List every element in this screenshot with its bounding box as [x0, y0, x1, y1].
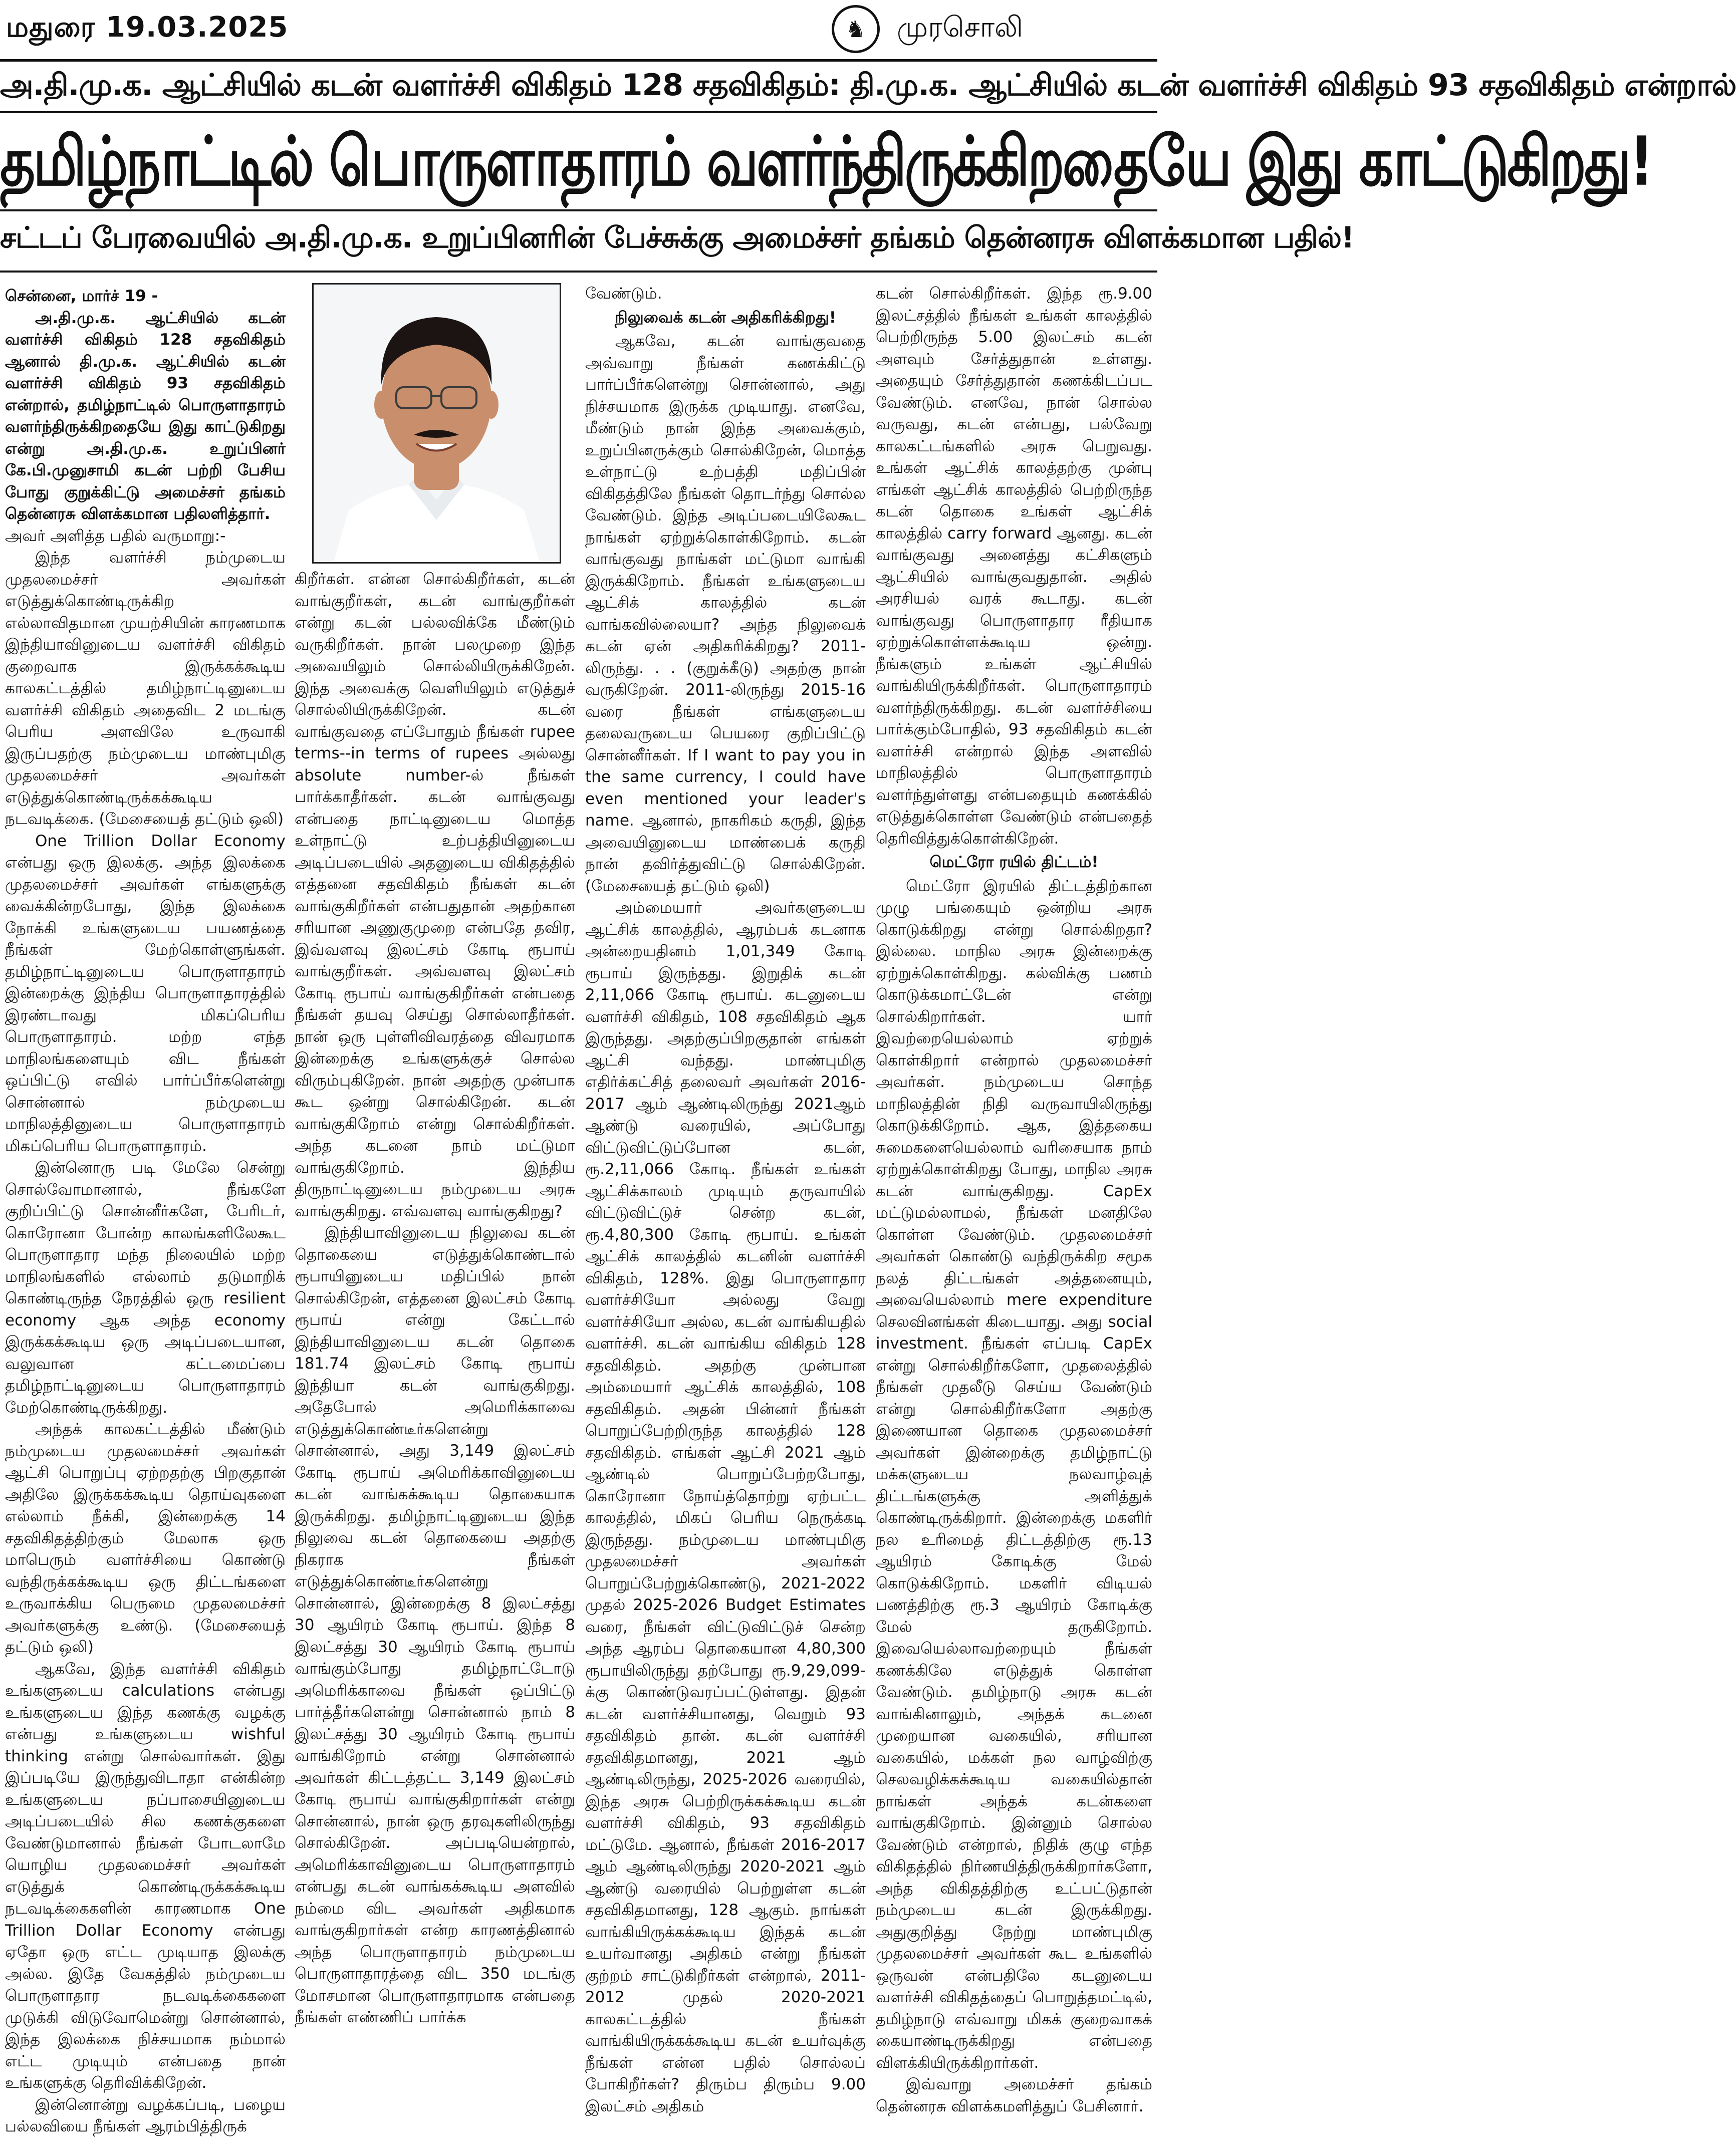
column-paragraph: One Trillion Dollar Economy என்பது ஒரு இலக்கு. அந்த இலக்கை முதலமைச்சர் அவர்கள் எங்களுக்கு வைக்கின்றபோது, இந்த இலக்கை நோக்கி உங்களுடைய பயணத்தை நீங்கள் மேற்கொள்ளுங்கள். தமிழ்நாட்டினுடைய பொருளாதாரம் இன்றைக்கு இந்திய பொருளாதாரத்தில் இரண்டாவது மிகப்பெரிய பொருளாதாரம். மற்ற எந்த மாநிலங்களையும் விட நீங்கள் ஒப்பிட்டு எவில் பார்ப்பீர்களென்று சொன்னால் நம்முடைய மாநிலத்தினுடைய பொருளாதாரம் மிகப்பெரிய பொருளாதாரம்.	[5, 832, 286, 1155]
section-subheading: மெட்ரோ ரயில் திட்டம்!	[929, 853, 1099, 871]
column-paragraph: இந்தியாவினுடைய நிலுவை கடன் தொகையை எடுத்துக்கொண்டால் ரூபாயினுடைய மதிப்பில் நான் சொல்கிறேன், எத்தனை இலட்சம் கோடி ரூபாய் என்று கேட்டால் இந்தியாவினுடைய கடன் தொகை 181.74 இலட்சம் கோடி ரூபாய் இந்தியா கடன் வாங்குகிறது. அதேபோல் அமெரிக்காவை எடுத்துக்கொண்டீர்களென்று சொன்னால், அது 3,149 இலட்சம் கோடி ரூபாய் அமெரிக்காவினுடைய கடன் வாங்கக்கூடிய தொகையாக இருக்கிறது. தமிழ்நாட்டினுடைய இந்த நிலுவை கடன் தொகையை அதற்கு நிகராக நீங்கள் எடுத்துக்கொண்டீர்களென்று சொன்னால், இன்றைக்கு 8 இலட்சத்து 30 ஆயிரம் கோடி ரூபாய். இந்த 8 இலட்சத்து 30 ஆயிரம் கோடி ரூபாய் வாங்கும்போது தமிழ்நாட்டோடு அமெரிக்காவை நீங்கள் ஒப்பிட்டு பார்த்தீர்களென்று சொன்னால் நாம் 8 இலட்சத்து 30 ஆயிரம் கோடி ரூபாய் வாங்கிறோம் என்று சொன்னால் அவர்கள் கிட்டத்தட்ட 3,149 இலட்சம் கோடி ரூபாய் வாங்குகிறார்கள் என்று சொன்னால், நான் ஒரு தரவுகளிலிருந்து சொல்கிறேன். அப்படியென்றால், அமெரிக்காவினுடைய பொருளாதாரம் என்பது கடன் வாங்கக்கூடிய அளவில் நம்மை விட அவர்கள் அதிகமாக வாங்குகிறார்கள் என்ற காரணத்தினால் அந்த பொருளாதாரம் நம்முடைய பொருளாதாரத்தை விட 350 மடங்கு மோசமான பொருளாதாரமாக என்பதை நீங்கள் எண்ணிப் பார்க்க	[295, 1224, 575, 2026]
column-paragraph: இன்னொரு படி மேலே சென்று சொல்வோமானால், நீங்களே குறிப்பிட்டு சொன்னீர்களே, பேரிடர், கொரோனா போன்ற காலங்களிலேகூட பொருளாதார மந்த நிலையில் மற்ற மாநிலங்களில் எல்லாம் தடுமாறிக் கொண்டிருந்த நேரத்தில் ஒரு resilient economy ஆக அந்த economy இருக்கக்கூடிய ஒரு அடிப்படையான, வலுவான கட்டமைப்பை தமிழ்நாட்டினுடைய பொருளாதாரம் மேற்கொண்டிருக்கிறது.	[5, 1159, 286, 1417]
article-headline: தமிழ்நாட்டில் பொருளாதாரம் வளர்ந்திருக்கிறதையே இது காட்டுகிறது!	[0, 123, 1652, 201]
column-paragraph: இன்னொன்று வழக்கப்படி, பழைய பல்லவியை நீங்கள் ஆரம்பித்திருக்	[5, 2095, 286, 2135]
column-paragraph: வேண்டும்.	[585, 285, 662, 303]
lion-emblem-icon: ♞	[832, 5, 880, 53]
article-subhead: சட்டப் பேரவையில் அ.தி.மு.க. உறுப்பினரின் பேச்சுக்கு அமைச்சர் தங்கம் தென்னரசு விளக்கமான பதில்!	[0, 220, 1354, 254]
minister-portrait	[314, 285, 560, 562]
article-dateline: சென்னை, மார்ச் 19 -	[5, 287, 158, 305]
column-paragraph: கடன் சொல்கிறீர்கள். இந்த ரூ.9.00 இலட்சத்தில் நீங்கள் உங்கள் காலத்தில் பெற்றிருந்த 5.00 இலட்சம் கடன் அளவும் சேர்த்துதான் உள்ளது. அதையும் சேர்த்துதான் கணக்கிடப்பட வேண்டும். எனவே, நான் சொல்ல வருவது, கடன் என்பது, பல்வேறு காலகட்டங்களில் அரசு பெறுவது. உங்கள் ஆட்சிக் காலத்தற்கு முன்பு எங்கள் ஆட்சிக் காலத்தில் பெற்றிருந்த கடன் தொகை உங்கள் ஆட்சிக் காலத்தில் carry forward ஆனது. கடன் வாங்குவது அனைத்து கட்சிகளும் ஆட்சியில் வாங்குவதுதான். அதில் அரசியல் வரக் கூடாது. கடன் வாங்குவது பொருளாதார ரீதியாக ஏற்றுக்கொள்ளக்கூடிய ஒன்று. நீங்களும் உங்கள் ஆட்சியில் வாங்கியிருக்கிறீர்கள். பொருளாதாரம் வளர்ந்திருக்கிறது. கடன் வளர்ச்சியை பார்க்கும்போதில், 93 சதவிகிதம் கடன் வளர்ச்சி என்றால் இந்த அளவில் மாநிலத்தில் பொருளாதாரம் வளர்ந்துள்ளது என்பதையும் கணக்கில் எடுத்துக்கொள்ள வேண்டும் என்பதைத் தெரிவித்துக்கொள்கிறேன்.	[876, 285, 1152, 848]
article-column-2	[295, 569, 575, 2026]
column-paragraph: அம்மையார் அவர்களுடைய ஆட்சிக் காலத்தில், ஆரம்பக் கடனாக அன்றையதினம் 1,01,349 கோடி ரூபாய் இருந்தது. இறுதிக் கடன் 2,11,066 கோடி ரூபாய். கடனுடைய வளர்ச்சி விகிதம், 108 சதவிகிதம் ஆக இருந்தது. அதற்குப்பிறகுதான் எங்கள் ஆட்சி வந்தது. மாண்புமிகு எதிர்க்கட்சித் தலைவர் அவர்கள் 2016-2017 ஆம் ஆண்டிலிருந்து 2021ஆம் ஆண்டு வரையில், அப்போது விட்டுவிட்டுப்போன கடன், ரூ.2,11,066 கோடி. நீங்கள் உங்கள் ஆட்சிக்காலம் முடியும் தருவாயில் விட்டுவிட்டுச் சென்ற கடன், ரூ.4,80,300 கோடி ரூபாய். உங்கள் ஆட்சிக் காலத்தில் கடனின் வளர்ச்சி விகிதம், 128%. இது பொருளாதார வளர்ச்சியோ அல்லது வேறு வளர்ச்சியோ அல்ல, கடன் வாங்கியதில் வளர்ச்சி. கடன் வாங்கிய விகிதம் 128 சதவிகிதம். அதற்கு முன்பான அம்மையார் ஆட்சிக் காலத்தில், 108 சதவிகிதம். அதன் பின்னர் நீங்கள் பொறுப்பேற்றிருந்த காலத்தில் 128 சதவிகிதம். எங்கள் ஆட்சி 2021 ஆம் ஆண்டில் பொறுப்பேற்றபோது, கொரோனா நோய்த்தொற்று ஏற்பட்ட காலத்தில், மிகப் பெரிய நெருக்கடி இருந்தது. நம்முடைய மாண்புமிகு முதலமைச்சர் அவர்கள் பொறுப்பேற்றுக்கொண்டு, 2021-2022 முதல் 2025-2026 Budget Estimates வரை, நீங்கள் விட்டுவிட்டுச் சென்ற அந்த ஆரம்ப தொகையான 4,80,300 ரூபாயிலிருந்து தற்போது ரூ.9,29,099-க்கு கொண்டுவரப்பட்டுள்ளது. இதன் கடன் வளர்ச்சியானது, வெறும் 93 சதவிகிதம் தான். கடன் வளர்ச்சி சதவிகிதமானது, 2021 ஆம் ஆண்டிலிருந்து, 2025-2026 வரையில், இந்த அரசு பெற்றிருக்கக்கூடிய கடன் வளர்ச்சி விகிதம், 93 சதவிகிதம் மட்டுமே. ஆனால், நீங்கள் 2016-2017 ஆம் ஆண்டிலிருந்து 2020-2021 ஆம் ஆண்டு வரையில் பெற்றுள்ள கடன் சதவிகிதமானது, 128 ஆகும். நாங்கள் வாங்கியிருக்கக்கூடிய இந்தக் கடன் உயர்வானது அதிகம் என்று நீங்கள் குற்றம் சாட்டுகிறீர்கள் என்றால், 2011-2012 முதல் 2020-2021 காலகட்டத்தில் நீங்கள் வாங்கியிருக்கக்கூடிய கடன் உயர்வுக்கு நீங்கள் என்ன பதில் சொல்லப் போகிறீர்கள்? திரும்ப திரும்ப 9.00 இலட்சம் அதிகம்	[585, 899, 866, 2115]
article-kicker: அ.தி.மு.க. ஆட்சியில் கடன் வளர்ச்சி விகிதம் 128 சதவிகிதம்: தி.மு.க. ஆட்சியில் கடன் வளர்ச்சி விகிதம் 93 சதவிகிதம் என்றால்	[0, 68, 1736, 103]
column-paragraph: அந்தக் காலகட்டத்தில் மீண்டும் நம்முடைய முதலமைச்சர் அவர்கள் ஆட்சி பொறுப்பு ஏற்றதற்கு பிறகுதான் அதிலே இருக்கக்கூடிய தொய்வுகளை எல்லாம் நீக்கி, இன்றைக்கு 14 சதவிகிதத்திற்கும் மேலாக ஒரு மாபெரும் வளர்ச்சியை கொண்டு வந்திருக்கக்கூடிய ஒரு திட்டங்களை உருவாக்கிய பெருமை முதலமைச்சர் அவர்களுக்கு உண்டு. (மேசையைத் தட்டும் ஒலி)	[5, 1420, 286, 1656]
column-paragraph: இவ்வாறு அமைச்சர் தங்கம் தென்னரசு விளக்கமளித்துப் பேசினார்.	[876, 2075, 1152, 2115]
masthead-rule	[0, 59, 1157, 62]
column-paragraph: இந்த வளர்ச்சி நம்முடைய முதலமைச்சர் அவர்கள் எடுத்துக்கொண்டிருக்கிற எல்லாவிதமான முயற்சியின் காரணமாக இந்தியாவினுடைய வளர்ச்சி விகிதம் குறைவாக இருக்கக்கூடிய காலகட்டத்தில் தமிழ்நாட்டினுடைய வளர்ச்சி விகிதம் அதைவிட 2 மடங்கு பெரிய அளவிலே உருவாகி இருப்பதற்கு நம்முடைய மாண்புமிகு முதலமைச்சர் அவர்கள் எடுத்துக்கொண்டிருக்கக்கூடிய நடவடிக்கை. (மேசையைத் தட்டும் ஒலி)	[5, 549, 286, 828]
section-subheading: நிலுவைக் கடன் அதிகரிக்கிறது!	[615, 308, 836, 327]
masthead	[0, 0, 1157, 59]
article-lead: அ.தி.மு.க. ஆட்சியில் கடன் வளர்ச்சி விகிதம் 128 சதவிகிதம் ஆனால் தி.மு.க. ஆட்சியில் கடன் வளர்ச்சி விகிதம் 93 சதவிகிதம் என்றால், தமிழ்நாட்டில் பொருளாதாரம் வளர்ந்திருக்கிறதையே இது காட்டுகிறது என்று அ.தி.மு.க. உறுப்பினர் கே.பி.முனுசாமி கடன் பற்றி பேசிய போது குறுக்கிட்டு அமைச்சர் தங்கம் தென்னரசு விளக்கமான பதிலளித்தார்.	[5, 309, 286, 523]
column-paragraph: அவர் அளித்த பதில் வருமாறு:-	[5, 526, 226, 545]
kicker-rule	[0, 111, 1157, 113]
subhead-rule	[0, 271, 1157, 273]
column-paragraph: ஆகவே, இந்த வளர்ச்சி விகிதம் உங்களுடைய calculations என்பது உங்களுடைய இந்த கணக்கு வழக்கு என்பது உங்களுடைய wishful thinking என்று சொல்வார்கள். இது இப்படியே இருந்துவிடாதா என்கின்ற உங்களுடைய நப்பாசையினுடைய அடிப்படையில் சில கணக்குகளை வேண்டுமானால் நீங்கள் போடலாமே யொழிய முதலமைச்சர் அவர்கள் எடுத்துக் கொண்டிருக்கக்கூடிய நடவடிக்கைகளின் காரணமாக One Trillion Dollar Economy என்பது ஏதோ ஒரு எட்ட முடியாத இலக்கு அல்ல. இதே வேகத்தில் நம்முடைய பொருளாதார நடவடிக்கைகளை முடுக்கி விடுவோமென்று சொன்னால், இந்த இலக்கை நிச்சயமாக நம்மால் எட்ட முடியும் என்பதை நான் உங்களுக்கு தெரிவிக்கிறேன்.	[5, 1660, 286, 2092]
column-paragraph: கிறீர்கள். என்ன சொல்கிறீர்கள், கடன் வாங்குறீர்கள், கடன் வாங்குறீர்கள் என்று கடன் பல்லவிக்கே மீண்டும் வருகிறீர்கள். நான் பலமுறை இந்த அவையிலும் சொல்லியிருக்கிறேன். இந்த அவைக்கு வெளியிலும் எடுத்துச் சொல்லியிருக்கிறேன். கடன் வாங்குவதை எப்போதும் நீங்கள் rupee terms--in terms of rupees அல்லது absolute number-ல் நீங்கள் பார்க்காதீர்கள். கடன் வாங்குவது என்பதை நாட்டினுடைய மொத்த உள்நாட்டு உற்பத்தியினுடைய அடிப்படையில் அதனுடைய விகிதத்தில் எத்தனை சதவிகிதம் நீங்கள் கடன் வாங்குகிறீர்கள் என்பதுதான் அதற்கான சரியான அணுகுமுறை என்பதே தவிர, இவ்வளவு இலட்சம் கோடி ரூபாய் வாங்குறீர்கள். அவ்வளவு இலட்சம் கோடி ரூபாய் வாங்குகிறீர்கள் என்பதை நீங்கள் தயவு செய்து சொல்லாதீர்கள். நான் ஒரு புள்ளிவிவரத்தை விவரமாக இன்றைக்கு உங்களுக்குச் சொல்ல விரும்புகிறேன். நான் அதற்கு முன்பாக கூட ஒன்று சொல்கிறேன். கடன் வாங்குகிறோம் என்று சொல்கிறீர்கள். அந்த கடனை நாம் மட்டுமா வாங்குகிறோம். இந்திய திருநாட்டினுடைய நம்முடைய அரசு வாங்குகிறது. எவ்வளவு வாங்குகிறது?	[295, 570, 575, 1220]
column-paragraph: மெட்ரோ இரயில் திட்டத்திற்கான முழு பங்கையும் ஒன்றிய அரசு கொடுக்கிறது என்று சொல்கிறதா? இல்லை. மாநில அரசு இன்றைக்கு ஏற்றுக்கொள்கிறது. கல்விக்கு பணம் கொடுக்கமாட்டேன் என்று சொல்கிறார்கள். யார் இவற்றையெல்லாம் ஏற்றுக் கொள்கிறார் என்றால் முதலமைச்சர் அவர்கள். நம்முடைய சொந்த மாநிலத்தின் நிதி வருவாயிலிருந்து கொடுக்கிறோம். ஆக, இத்தகைய சுமைகளையெல்லாம் வரிசையாக நாம் ஏற்றுக்கொள்கிறது போது, மாநில அரசு கடன் வாங்குகிறது. CapEx மட்டுமல்லாமல், நீங்கள் மனதிலே கொள்ள வேண்டும். முதலமைச்சர் அவர்கள் கொண்டு வந்திருக்கிற சமூக நலத் திட்டங்கள் அத்தனையும், அவையெல்லாம் mere expenditure செலவினங்கள் கிடையாது. அது social investment. நீங்கள் எப்படி CapEx என்று சொல்கிறீர்களோ, முதலைத்தில் நீங்கள் முதலீடு செய்ய வேண்டும் என்று சொல்கிறீர்களோ அதற்கு இணையான தொகை முதலமைச்சர் அவர்கள் இன்றைக்கு தமிழ்நாட்டு மக்களுடைய நலவாழ்வுத் திட்டங்களுக்கு அளித்துக் கொண்டிருக்கிறார். இன்றைக்கு மகளிர் நல உரிமைத் திட்டத்திற்கு ரூ.13 ஆயிரம் கோடிக்கு மேல் கொடுக்கிறோம். மகளிர் விடியல் பணத்திற்கு ரூ.3 ஆயிரம் கோடிக்கு மேல் தருகிறோம். இவையெல்லாவற்றையும் நீங்கள் கணக்கிலே எடுத்துக் கொள்ள வேண்டும். தமிழ்நாடு அரசு கடன் வாங்கினாலும், அந்தக் கடனை முறையான வகையில், சரியான வகையில், மக்கள் நல வாழ்விற்கு செலவழிக்கக்கூடிய வகையில்தான் நாங்கள் அந்தக் கடன்களை வாங்குகிறோம். இன்னும் சொல்ல வேண்டும் என்றால், நிதிக் குழு எந்த விகிதத்தில் நிர்ணயித்திருக்கிறார்களோ, அந்த விகிதத்திற்கு உட்பட்டுதான் நம்முடைய கடன் இருக்கிறது. அதுகுறித்து நேற்று மாண்புமிகு முதலமைச்சர் அவர்கள் கூட உங்களில் ஒருவன் என்பதிலே கடனுடைய வளர்ச்சி விகிதத்தைப் பொறுத்தமட்டில், தமிழ்நாடு எவ்வாறு மிகக் குறைவாகக் கையாண்டிருக்கிறது என்பதை விளக்கியிருக்கிறார்கள்.	[876, 877, 1152, 2072]
headline-rule	[0, 209, 1157, 211]
article-column-4	[876, 283, 1152, 2115]
article-column-3	[585, 283, 866, 2115]
newspaper-brand: முரசொலி	[897, 11, 1023, 44]
article-column-1	[5, 286, 286, 2135]
edition-dateline: மதுரை 19.03.2025	[6, 11, 289, 44]
column-paragraph: ஆகவே, கடன் வாங்குவதை அவ்வாறு நீங்கள் கணக்கிட்டு பார்ப்பீர்களென்று சொன்னால், அது நிச்சயமாக இருக்க முடியாது. எனவே, மீண்டும் நான் இந்த அவைக்கும், உறுப்பினருக்கும் சொல்கிறேன், மொத்த உள்நாட்டு உற்பத்தி மதிப்பின் விகிதத்திலே நீங்கள் தொடர்ந்து சொல்ல வேண்டும். இந்த அடிப்படையிலேகூட நாங்கள் ஏற்றுக்கொள்கிறோம். கடன் வாங்குவது நாங்கள் மட்டுமா வாங்கி இருக்கிறோம். நீங்கள் உங்களுடைய ஆட்சிக் காலத்தில் கடன் வாங்கவில்லையா? அந்த நிலுவைக் கடன் ஏன் அதிகரிக்கிறது? 2011-லிருந்து. . . (குறுக்கீடு) அதற்கு நான் வருகிறேன். 2011-லிருந்து 2015-16 வரை நீங்கள் எங்களுடைய தலைவருடைய பெயரை குறிப்பிட்டு சொன்னீர்கள். If I want to pay you in the same currency, I could have even mentioned your leader's name. ஆனால், நாகரிகம் கருதி, இந்த அவையினுடைய மாண்பைக் கருதி நான் தவிர்த்துவிட்டு சொல்கிறேன். (மேசையைத் தட்டும் ஒலி)	[585, 332, 866, 895]
minister-photo	[312, 283, 561, 564]
